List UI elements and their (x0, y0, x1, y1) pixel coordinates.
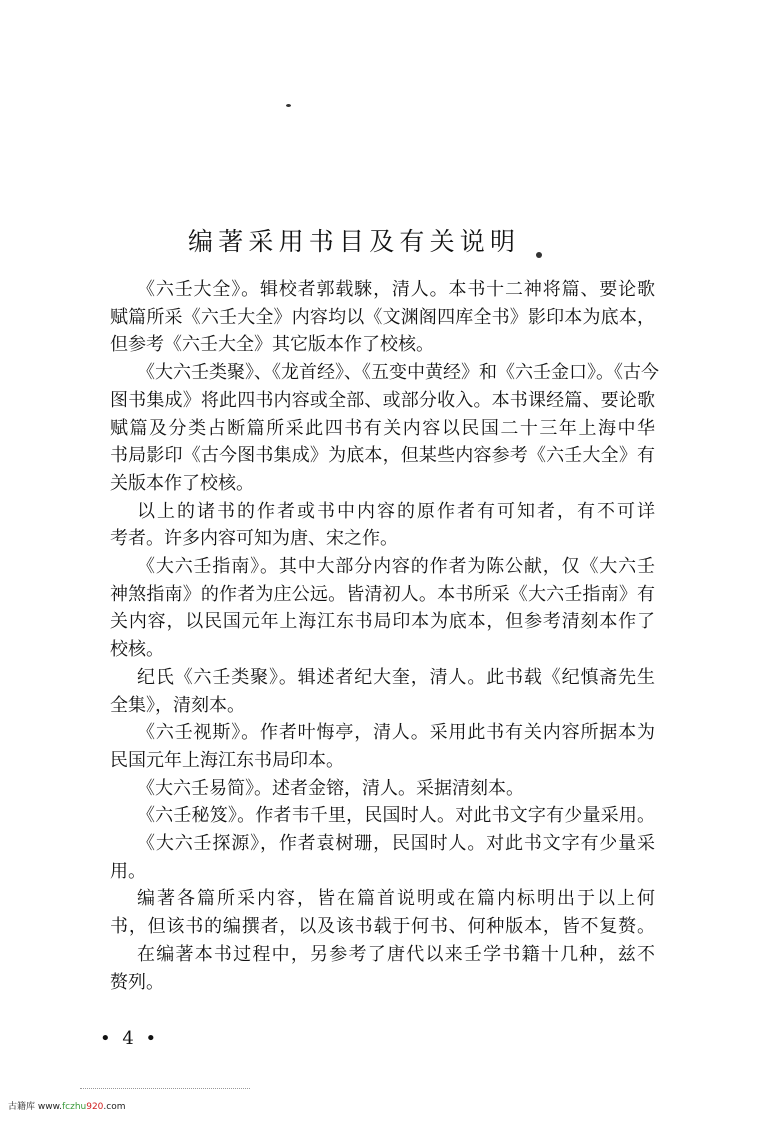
text-line: 《六壬秘笈》。作者韦千里，民国时人。对此书文字有少量采用。 (137, 805, 655, 826)
watermark-prefix: 古籍库 www. (8, 1102, 62, 1112)
text-line: 关版本作了校核。 (110, 473, 254, 494)
text-line: 在编著本书过程中，另参考了唐代以来壬学书籍十几种，兹不 (137, 944, 655, 965)
text-line: 考者。许多内容可知为唐、宋之作。 (110, 528, 398, 549)
text-line: 《大六壬指南》。其中大部分内容的作者为陈公献，仅《大六壬 (137, 556, 655, 577)
text-line: 全集》，清刻本。 (110, 695, 245, 716)
text-line: 以上的诸书的作者或书中内容的原作者有可知者，有不可详 (137, 501, 655, 522)
watermark-red: 920 (86, 1102, 104, 1112)
divider (80, 1088, 250, 1089)
watermark-green: fczhu (61, 1102, 87, 1112)
watermark-suffix: .com (103, 1102, 126, 1112)
text-line: 赋篇及分类占断篇所采此四书有关内容以民国二十三年上海中华 (110, 418, 655, 439)
text-line: 赋篇所采《六壬大全》内容均以《文渊阁四库全书》影印本为底本， (110, 307, 655, 328)
text-line: 关内容，以民国元年上海江东书局印本为底本，但参考清刻本作了 (110, 611, 655, 632)
scan-speck (286, 104, 291, 107)
text-line: 《大六壬易简》。述者金镕，清人。采据清刻本。 (137, 778, 524, 799)
text-line: 书，但该书的编撰者，以及该书载于何书、何种版本，皆不复赘。 (110, 916, 655, 937)
text-line: 纪氏《六壬类聚》。辑述者纪大奎，清人。此书载《纪慎斋先生 (137, 667, 655, 688)
watermark (8, 1099, 126, 1112)
text-line: 《大六壬类聚》、《龙首经》、《五变中黄经》和《六壬金口》。《古今 (137, 362, 659, 383)
text-line: 校核。 (110, 639, 164, 660)
text-line: 编著各篇所采内容，皆在篇首说明或在篇内标明出于以上何 (137, 888, 655, 909)
text-line: 《六壬视斯》。作者叶悔亭，清人。采用此书有关内容所据本为 (137, 722, 655, 743)
page-title: 编著采用书目及有关说明 (188, 227, 518, 256)
text-line: 图书集成》将此四书内容或全部、或部分收入。本书课经篇、要论歌 (110, 390, 655, 411)
text-line: 但参考《六壬大全》其它版本作了校核。 (110, 334, 434, 355)
text-line: 用。 (110, 861, 146, 882)
text-line: 《六壬大全》。辑校者郭载騋，清人。本书十二神将篇、要论歌 (137, 279, 655, 300)
text-line: 书局影印《古今图书集成》为底本，但某些内容参考《六壬大全》有 (110, 445, 655, 466)
scan-speck (536, 252, 542, 258)
text-line: 神煞指南》的作者为庄公远。皆清初人。本书所采《大六壬指南》有 (110, 584, 655, 605)
text-line: 《大六壬探源》，作者袁树珊，民国时人。对此书文字有少量采 (137, 833, 655, 854)
text-line: 赘列。 (110, 972, 164, 993)
page-number: • 4 • (100, 1028, 160, 1049)
text-line: 民国元年上海江东书局印本。 (110, 750, 344, 771)
